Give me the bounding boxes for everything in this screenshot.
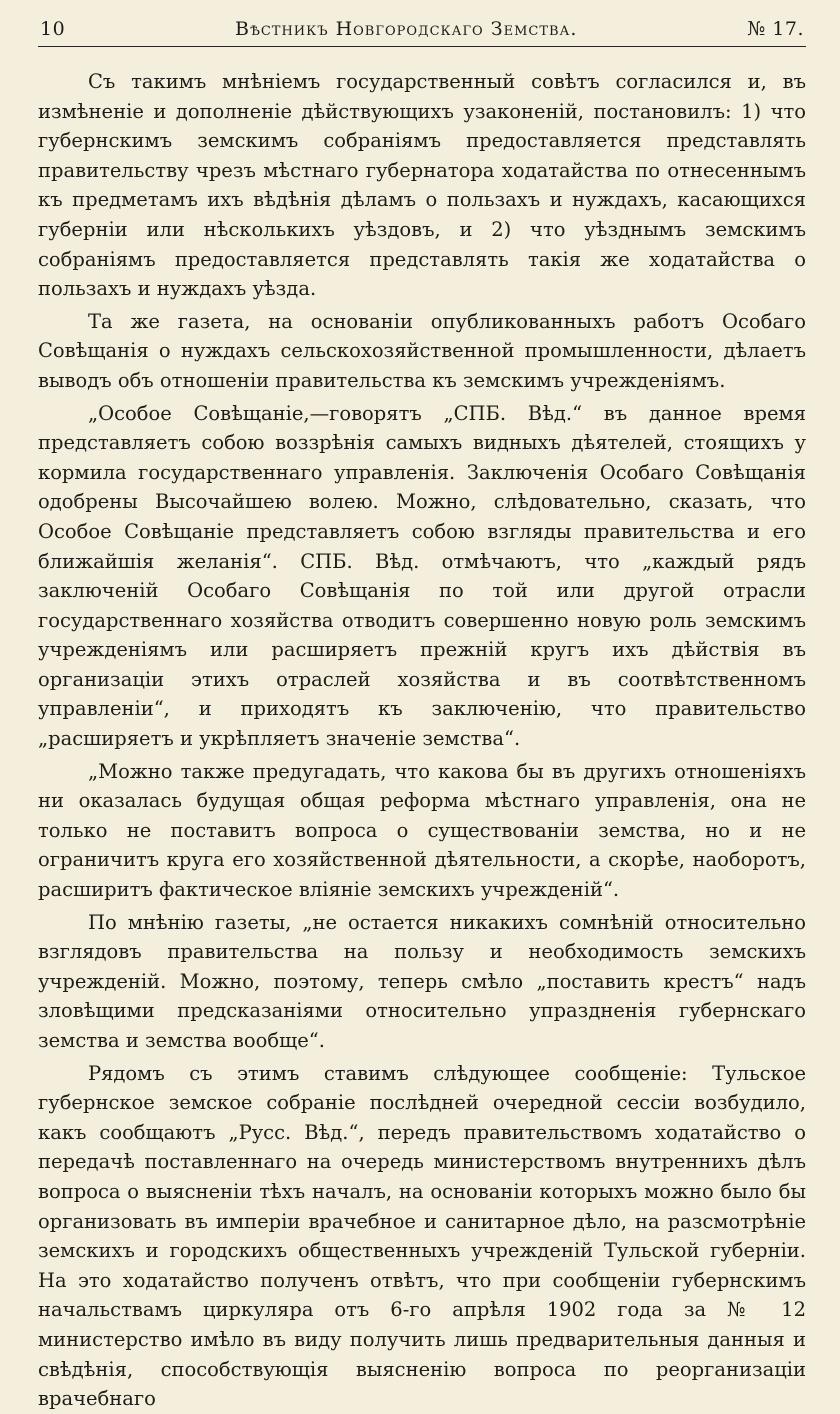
paragraph: По мнѣнію газеты, „не остается никакихъ сомнѣній относительно взглядовъ правительства на пользу и необходимость земскихъ учрежденій. Можно, поэтому, теперь смѣло „поставить крестъ“ надъ зловѣщими предсказаніями относительно упраздненія губернскаго земства и земства вообще“.: [38, 910, 806, 1052]
paragraph: Рядомъ съ этимъ ставимъ слѣдующее сообщеніе: Тульское губернское земское собраніе послѣдней очередной сессіи возбудило, какъ сообщаютъ „Русс. Вѣд.“, передъ правительствомъ ходатайство о передачѣ поставленнаго на очередь министерствомъ внутреннихъ дѣлъ вопроса о выясненіи тѣхъ началъ, на основаніи которыхъ можно было бы организовать въ имперіи врачебное и санитарное дѣло, на разсмотрѣніе земскихъ и городскихъ общественныхъ учрежденій Тульской губерніи. На это ходатайство полученъ отвѣтъ, что при сообщеніи губернскимъ начальствамъ циркуляра отъ 6-го апрѣля 1902 года за № 12 министерство имѣло въ виду получить лишь предварительныя данныя и свѣдѣнія, способствующія выясненію вопроса по реорганизаціи врачебнаго: [38, 1061, 806, 1411]
journal-title: Вѣстникъ Новгородскаго Земства.: [234, 18, 578, 40]
issue-number: № 17.: [747, 18, 804, 40]
paragraph: Съ такимъ мнѣніемъ государственный совѣтъ согласился и, въ измѣненіе и дополненіе дѣйствующихъ узаконеній, постановилъ: 1) что губернскимъ земскимъ собраніямъ предоставляется представлять правительству чрезъ мѣстнаго губернатора ходатайства по отнесеннымъ къ предметамъ ихъ вѣдѣнія дѣламъ о пользахъ и нуждахъ, касающихся губерніи или нѣсколькихъ уѣздовъ, и 2) что уѣзднымъ земскимъ собраніямъ предоставляется представлять такія же ходатайства о пользахъ и нуждахъ уѣзда.: [38, 70, 806, 301]
paragraph: „Особое Совѣщаніе,—говорятъ „СПБ. Вѣд.“ въ данное время представляетъ собою воззрѣнія самыхъ видныхъ дѣятелей, стоящихъ у кормила государственнаго управленія. Заключенія Особаго Совѣщанія одобрены Высочайшею волею. Можно, слѣдовательно, сказать, что Особое Совѣщаніе представляетъ собою взгляды правительства и его ближайшія желанія“. СПБ. Вѣд. отмѣчаютъ, что „каждый рядъ заключеній Особаго Совѣщанія по той или другой отрасли государственнаго хозяйства отводитъ совершенно новую роль земскимъ учрежденіямъ или расширяетъ прежній кругъ ихъ дѣйствія въ организаціи этихъ отраслей хозяйства и въ соотвѣтственномъ управленіи“, и приходятъ къ заключенію, что правительство „расширяетъ и укрѣпляетъ значеніе земства“.: [38, 401, 806, 751]
paragraph: Та же газета, на основаніи опубликованныхъ работъ Особаго Совѣщанія о нуждахъ сельскохозяйственной промышленности, дѣлаетъ выводъ объ отношеніи правительства къ земскимъ учрежденіямъ.: [38, 309, 806, 392]
article-body: [38, 67, 806, 1414]
page-number: 10: [40, 18, 66, 40]
running-header: [38, 18, 806, 47]
paragraph: „Можно также предугадать, что какова бы въ другихъ отношеніяхъ ни оказалась будущая общая реформа мѣстнаго управленія, она не только не поставитъ вопроса о существованіи земства, но и не ограничитъ круга его хозяйственной дѣятельности, а скорѣе, наоборотъ, расширитъ фактическое вліяніе земскихъ учрежденій“.: [38, 759, 806, 902]
